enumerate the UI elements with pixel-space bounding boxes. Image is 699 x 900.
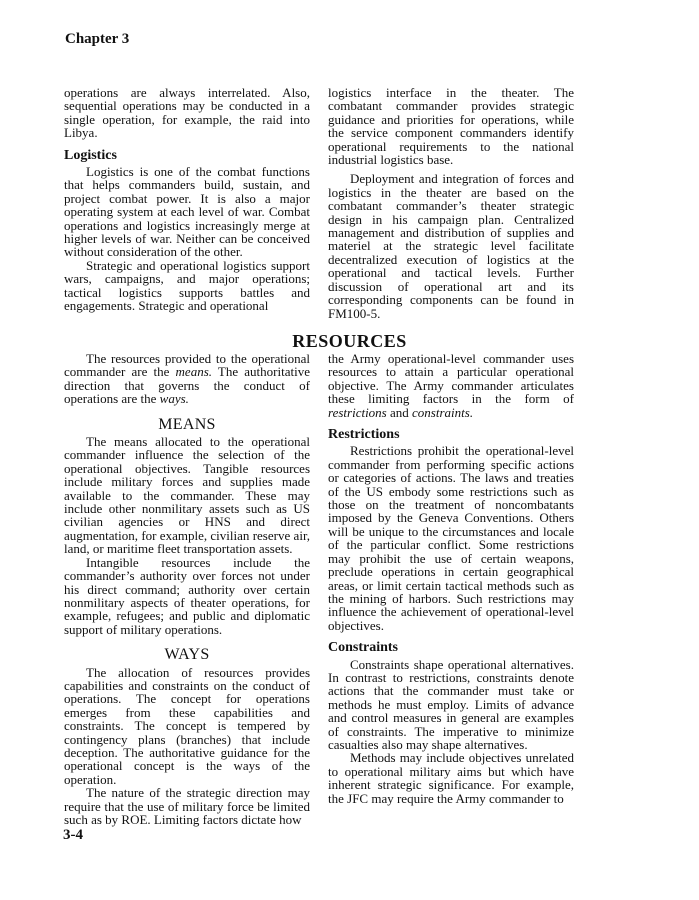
constraints-heading: Constraints <box>328 640 399 656</box>
paragraph: The allocation of resources provides capabilities and constraints on the conduct of operations. The concept for operations emerges from these capabilities and constraints. The concept is tempered by contingency plans (branches) that include deception. The authoritative guidance for the operational concept is the ways of the operation. <box>64 664 310 787</box>
paragraph: operations are always interrelated. Also, sequential operations may be conducted in a single operation, for example, the raid into Libya. <box>64 85 310 141</box>
chapter-header: Chapter 3 <box>65 31 130 47</box>
top-left-column <box>64 86 310 313</box>
paragraph: Strategic and operational logistics support wars, campaigns, and major operations; tactical logistics supports battles and engagements. Strategic and operational <box>64 257 310 314</box>
section-title-resources: RESOURCES <box>292 331 407 351</box>
paragraph: The means allocated to the operational commander influence the selection of the operational objectives. Tangible resources include military forces and supplies made available to the commander. These may include other nonmilitary assets such as US civilian agencies or HNS and direct augmentation, for example, civilian reserve air, land, or maritime fleet transportation assets. <box>64 434 310 557</box>
paragraph: The nature of the strategic direction may require that the use of military force be limited such as by ROE. Limiting factors dictate how <box>64 785 310 827</box>
paragraph: Intangible resources include the commander’s authority over forces not under his direct command; authority over certain nonmilitary aspects of theater operations, for example, refugees; and public and diplomatic support of military operations. <box>64 554 310 637</box>
paragraph-intro: The resources provided to the operational commander are the means. The authoritative direction that governs the conduct of operations are the ways. <box>64 351 310 407</box>
restrictions-heading: Restrictions <box>328 427 400 443</box>
resources-left-column <box>64 352 310 826</box>
paragraph: Logistics is one of the combat functions that helps commanders build, sustain, and project combat power. It is also a major operating system at each level of war. Combat operations and logistics increasingly merge at higher levels of war. Neither can be conceived without consideration of the other. <box>64 164 310 260</box>
paragraph: Deployment and integration of forces and logistics in the theater are based on the combatant commander’s theater strategic design in his campaign plan. Centralized management and distribution of supplies and materiel at the strategic level facilitate decentralized execution of logistics at the operational and tactical levels. Further discussion of operational art and its corresponding components can be found in FM100-5. <box>328 171 574 321</box>
paragraph: Methods may include objectives unrelated to operational military aims but which have inherent strategic significance. For example, the JFC may require the Army commander to <box>328 750 574 806</box>
paragraph: Constraints shape operational alternatives. In contrast to restrictions, constraints denote actions that the commander must take or methods he must employ. Limits of advance and control measures in general are examples of constraints. The imperative to minimize casualties also may shape alternatives. <box>328 656 574 752</box>
resources-right-column <box>328 352 574 805</box>
ways-heading: WAYS <box>164 646 210 664</box>
top-right-column <box>328 86 574 320</box>
paragraph: Restrictions prohibit the operational-level commander from performing specific actions or categories of actions. The laws and treaties of the US embody some restrictions such as those on the treatment of noncombatants imposed by the Geneva Conventions. Others will be unique to the circumstances and locale of the particular conflict. Some restrictions may prohibit the use of certain weapons, preclude operations in certain geographical areas, or limit certain tactical methods such as the mining of harbors. Such restrictions may influence the achievement of operational-level objectives. <box>328 443 574 633</box>
paragraph-continued: the Army operational-level commander uses resources to attain a particular operational objective. The Army commander articulates these limiting factors in the form of restrictions and constraints. <box>328 351 574 420</box>
logistics-heading: Logistics <box>64 147 117 163</box>
means-heading: MEANS <box>158 415 216 433</box>
paragraph: logistics interface in the theater. The combatant commander provides strategic guidance and priorities for operations, while the service component commanders identify operational requirements to the national industrial logistics base. <box>328 85 574 168</box>
page-number: 3-4 <box>63 827 83 843</box>
